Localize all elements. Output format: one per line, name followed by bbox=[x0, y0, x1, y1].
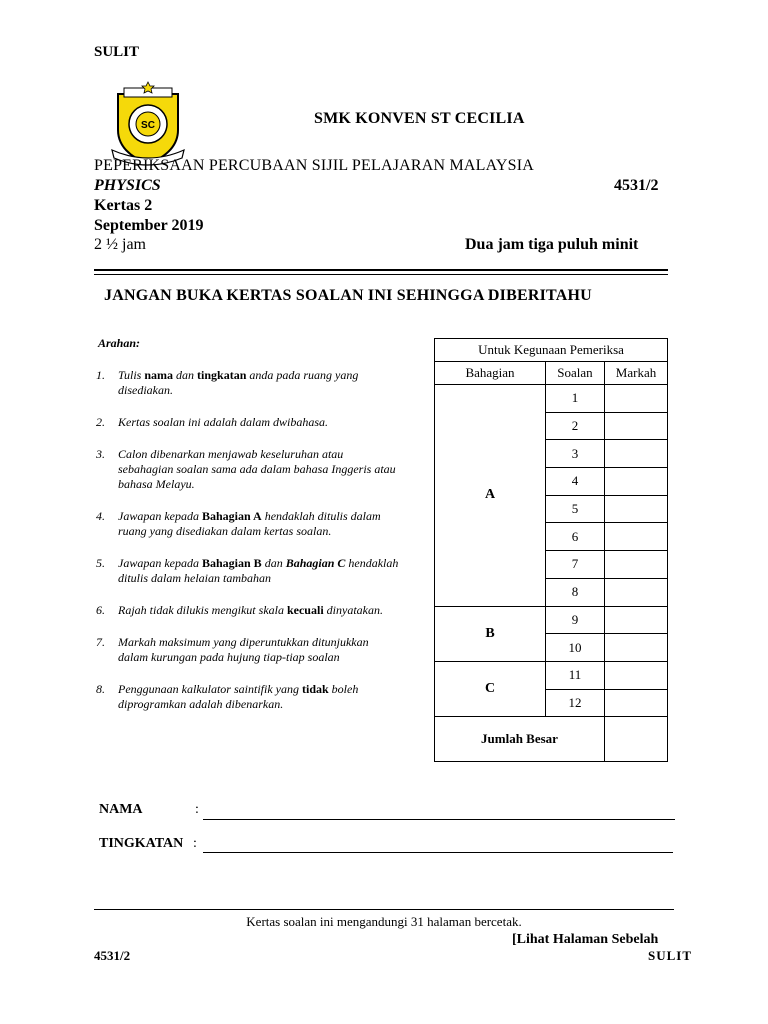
instruction-text: Markah maksimum yang diperuntukkan ditunjukkan dalam kurungan pada hujung tiap-tiap soalan bbox=[118, 635, 369, 664]
school-name: SMK KONVEN ST CECILIA bbox=[314, 110, 525, 127]
section-c-label: C bbox=[435, 661, 546, 716]
exam-date: September 2019 bbox=[94, 217, 204, 234]
instruction-item-1: 1. Tulis nama dan tingkatan anda pada ruang yang disediakan. bbox=[96, 368, 359, 397]
marks-cell[interactable] bbox=[605, 634, 668, 662]
instruction-item-8: 8. Penggunaan kalkulator saintifik yang tidak boleh diprogramkan adalah dibenarkan. bbox=[96, 682, 359, 711]
name-colon: : bbox=[195, 802, 199, 817]
question-number: 2 bbox=[546, 412, 605, 440]
question-number: 4 bbox=[546, 468, 605, 496]
name-field[interactable] bbox=[203, 819, 675, 820]
section-b-label: B bbox=[435, 606, 546, 661]
instruction-number: 3. bbox=[96, 447, 105, 461]
classification-bottom: SULIT bbox=[648, 948, 693, 963]
instruction-item-7 bbox=[96, 635, 400, 665]
header-divider-thin bbox=[94, 274, 668, 275]
page-count-note: Kertas soalan ini mengandungi 31 halaman bercetak. bbox=[246, 914, 522, 929]
class-field[interactable] bbox=[203, 852, 673, 853]
marks-cell[interactable] bbox=[605, 551, 668, 579]
paper-code: 4531/2 bbox=[614, 177, 659, 194]
instruction-text: Calon dibenarkan menjawab keseluruhan atau sebahagian soalan sama ada dalam bahasa Inggeris atau bahasa Melayu. bbox=[118, 447, 396, 491]
question-number: 10 bbox=[546, 634, 605, 662]
grand-total-cell[interactable] bbox=[605, 717, 668, 762]
question-number: 9 bbox=[546, 606, 605, 634]
instruction-item-5: 5. Jawapan kepada Bahagian B dan Bahagian C hendaklah ditulis dalam helaian tambahan bbox=[96, 556, 399, 585]
name-label: NAMA bbox=[99, 802, 143, 817]
instruction-item-4: 4. Jawapan kepada Bahagian A hendaklah ditulis dalam ruang yang disediakan dalam kertas soalan. bbox=[96, 509, 381, 538]
paper-number: Kertas 2 bbox=[94, 197, 153, 214]
instruction-item-3 bbox=[96, 447, 400, 492]
header-question: Soalan bbox=[546, 362, 605, 385]
classification-top: SULIT bbox=[94, 44, 140, 60]
grand-total-label: Jumlah Besar bbox=[435, 717, 605, 762]
question-number: 11 bbox=[546, 661, 605, 689]
table-title: Untuk Kegunaan Pemeriksa bbox=[435, 339, 668, 362]
instruction-number: 2. bbox=[96, 415, 105, 429]
instructions-panel bbox=[96, 336, 400, 729]
duration-short: 2 ½ jam bbox=[94, 236, 146, 253]
question-number: 7 bbox=[546, 551, 605, 579]
header-marks: Markah bbox=[605, 362, 668, 385]
footer-paper-code: 4531/2 bbox=[94, 948, 131, 963]
instruction-number: 6. bbox=[96, 603, 105, 617]
exam-title: PEPERIKSAAN PERCUBAAN SIJIL PELAJARAN MALAYSIA bbox=[94, 157, 535, 174]
instruction-item-2 bbox=[96, 415, 400, 430]
marks-cell[interactable] bbox=[605, 412, 668, 440]
footer-divider bbox=[94, 909, 674, 910]
subject-title: PHYSICS bbox=[94, 177, 161, 194]
instruction-item-6: 6. Rajah tidak dilukis mengikut skala kecuali dinyatakan. bbox=[96, 603, 383, 617]
marks-cell[interactable] bbox=[605, 606, 668, 634]
school-crest-logo bbox=[110, 80, 186, 168]
header-divider-thick bbox=[94, 269, 668, 271]
instruction-number: 4. bbox=[96, 509, 105, 523]
section-a-label: A bbox=[435, 385, 546, 607]
question-number: 5 bbox=[546, 495, 605, 523]
class-colon: : bbox=[193, 836, 197, 851]
marks-cell[interactable] bbox=[605, 578, 668, 606]
marks-cell[interactable] bbox=[605, 468, 668, 496]
question-number: 6 bbox=[546, 523, 605, 551]
marks-cell[interactable] bbox=[605, 385, 668, 413]
marks-cell[interactable] bbox=[605, 440, 668, 468]
instructions-title: Arahan: bbox=[98, 336, 141, 350]
question-number: 1 bbox=[546, 385, 605, 413]
examiner-use-table bbox=[434, 338, 668, 762]
monogram-text: SC bbox=[141, 120, 155, 131]
question-number: 8 bbox=[546, 578, 605, 606]
marks-cell[interactable] bbox=[605, 523, 668, 551]
duration-long: Dua jam tiga puluh minit bbox=[465, 236, 639, 253]
see-next-page: [Lihat Halaman Sebelah bbox=[512, 932, 659, 947]
question-number: 3 bbox=[546, 440, 605, 468]
instruction-number: 8. bbox=[96, 682, 105, 696]
marks-cell[interactable] bbox=[605, 495, 668, 523]
instruction-text: Kertas soalan ini adalah dalam dwibahasa. bbox=[118, 415, 329, 429]
marks-cell[interactable] bbox=[605, 661, 668, 689]
instruction-number: 7. bbox=[96, 635, 105, 649]
do-not-open-warning: JANGAN BUKA KERTAS SOALAN INI SEHINGGA DIBERITAHU bbox=[104, 287, 592, 304]
instruction-number: 5. bbox=[96, 556, 105, 570]
marks-cell[interactable] bbox=[605, 689, 668, 717]
class-label: TINGKATAN bbox=[99, 836, 184, 851]
header-section: Bahagian bbox=[435, 362, 546, 385]
instruction-number: 1. bbox=[96, 368, 105, 382]
question-number: 12 bbox=[546, 689, 605, 717]
